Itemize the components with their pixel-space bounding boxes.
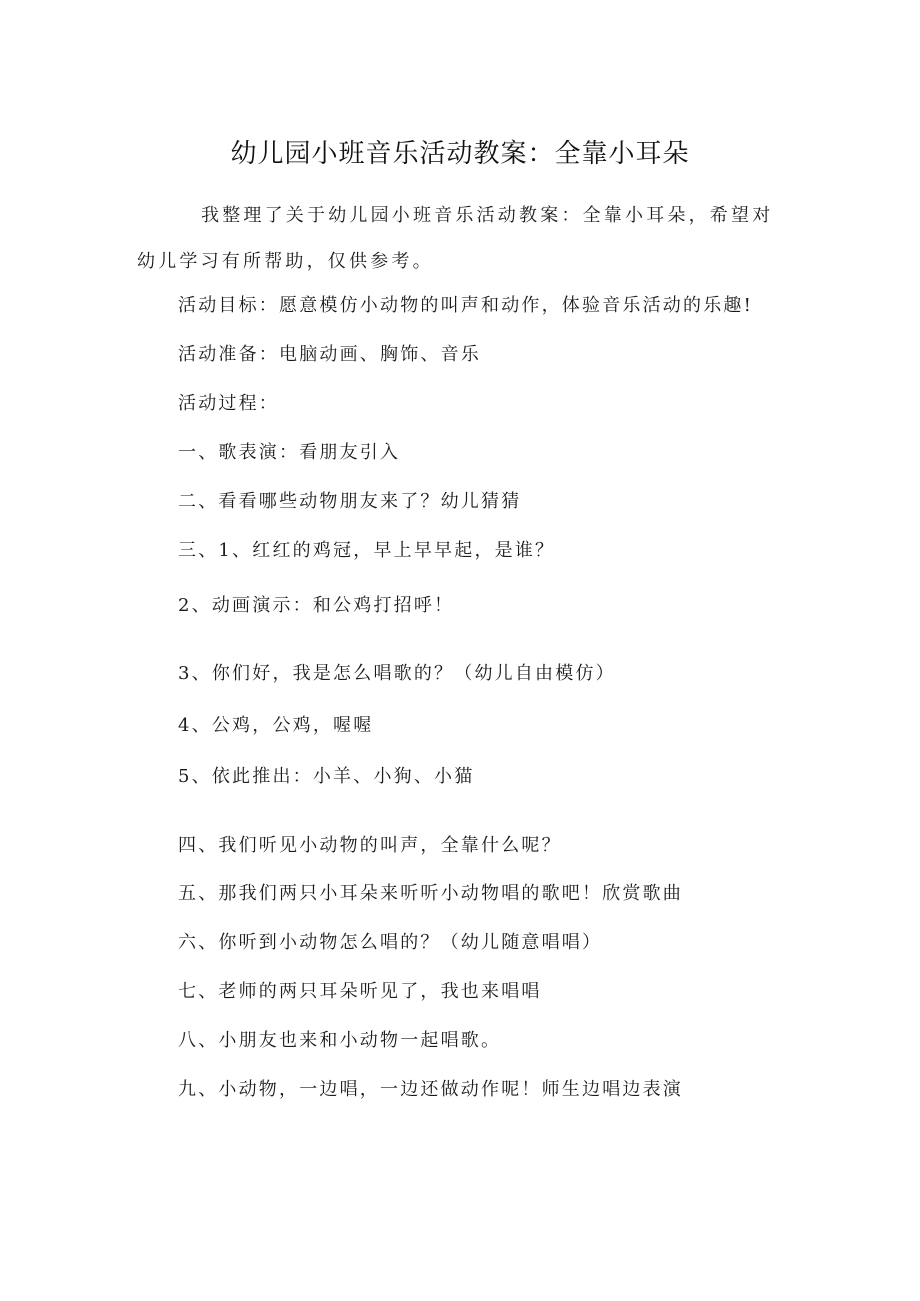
step-8: 八、小朋友也来和小动物一起唱歌。 [178,1030,502,1051]
activity-process-heading: 活动过程： [178,393,279,414]
activity-preparation: 活动准备：电脑动画、胸饰、音乐 [178,344,481,365]
step-6: 六、你听到小动物怎么唱的？（幼儿随意唱唱） [178,932,603,953]
step-1: 一、歌表演：看朋友引入 [178,442,401,463]
step-4: 四、我们听见小动物的叫声，全靠什么呢？ [178,835,562,856]
document-title: 幼儿园小班音乐活动教案：全靠小耳朵 [230,139,690,169]
step-5: 五、那我们两只小耳朵来听听小动物唱的歌吧！欣赏歌曲 [178,883,683,904]
step-2: 二、看看哪些动物朋友来了？幼儿猜猜 [178,491,522,512]
activity-goal: 活动目标：愿意模仿小动物的叫声和动作，体验音乐活动的乐趣! [178,295,754,316]
step-3-2: 2、动画演示：和公鸡打招呼！ [178,595,455,616]
step-3-5: 5、依此推出：小羊、小狗、小猫 [178,766,475,787]
step-3-4: 4、公鸡，公鸡，喔喔 [178,715,374,736]
step-3-3: 3、你们好，我是怎么唱歌的？（幼儿自由模仿） [178,663,616,684]
step-9: 九、小动物，一边唱，一边还做动作呢！师生边唱边表演 [178,1079,683,1100]
intro-paragraph: 我整理了关于幼儿园小班音乐活动教案：全靠小耳朵，希望对幼儿学习有所帮助，仅供参考。 [137,205,774,272]
step-3-1: 三、1、红红的鸡冠，早上早早起，是谁？ [178,540,556,561]
step-7: 七、老师的两只耳朵听见了，我也来唱唱 [178,981,542,1002]
